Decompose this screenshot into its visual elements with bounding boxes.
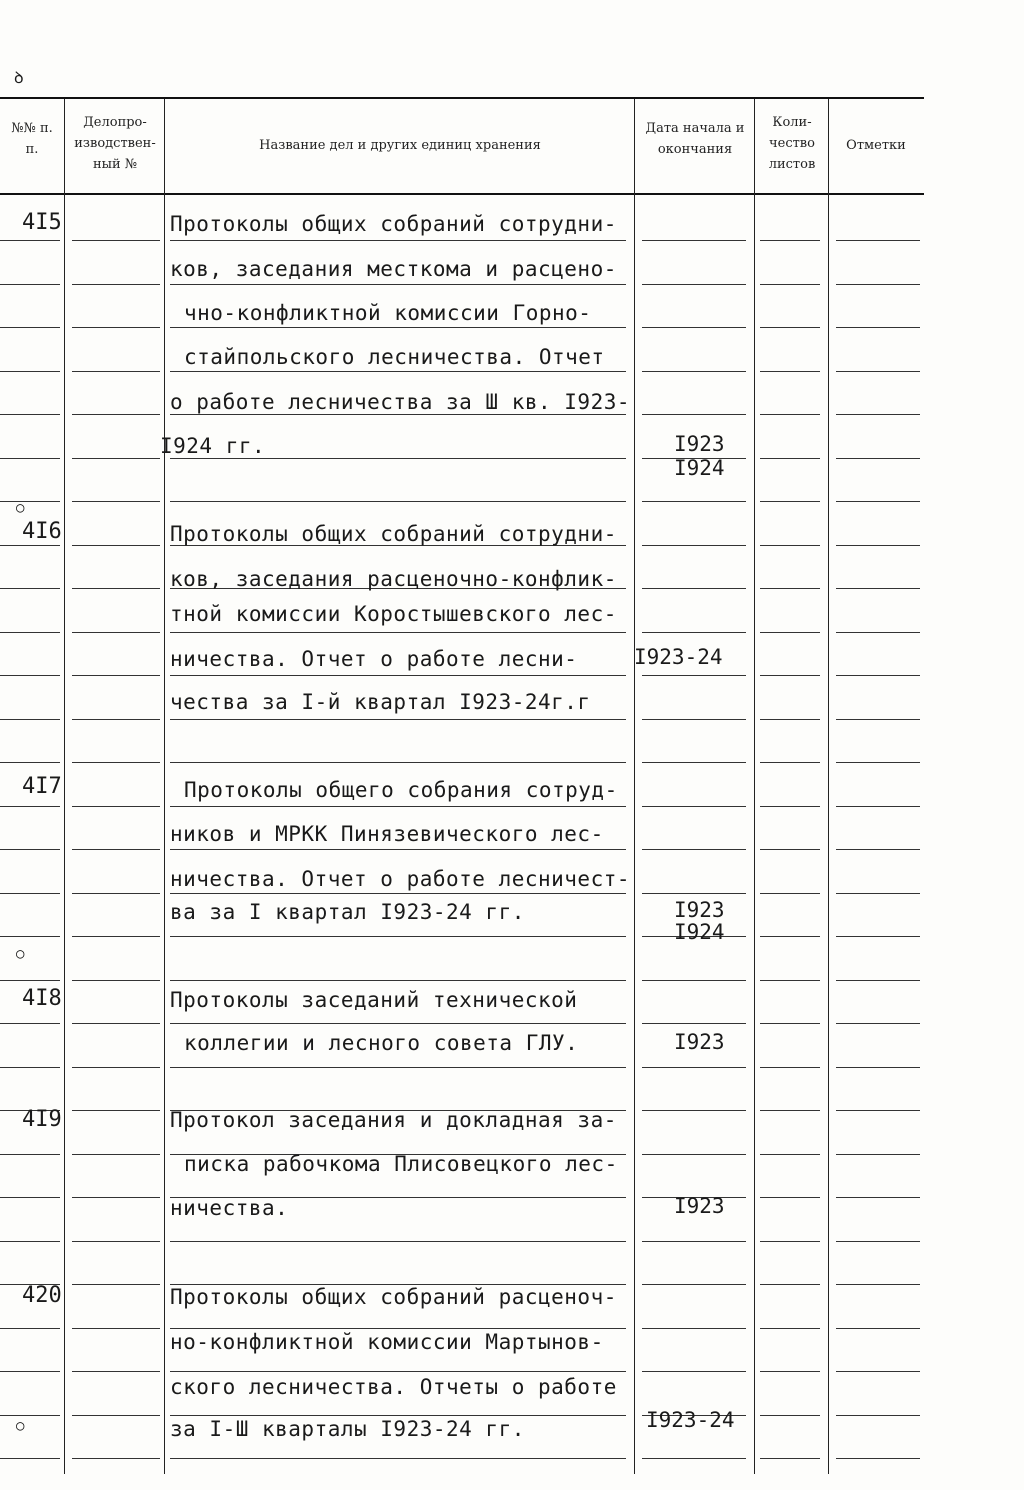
ruled-line: [170, 849, 626, 850]
ruled-line: [760, 762, 820, 763]
ruled-line: [72, 1415, 160, 1416]
header-col-office-no: Делопро- изводствен- ный №: [74, 115, 156, 172]
ruled-line: [836, 1154, 920, 1155]
entry-date-start: I923: [674, 898, 725, 922]
ruled-line: [760, 893, 820, 894]
ruled-line: [72, 545, 160, 546]
ruled-line: [72, 1023, 160, 1024]
header-col-sheets: Коли- чество листов: [768, 115, 816, 172]
ruled-line: [0, 1371, 60, 1372]
entry-number: 4I8: [22, 986, 62, 1011]
ruled-line: [72, 1197, 160, 1198]
entry-number: 4I5: [22, 210, 62, 235]
ruled-line: [0, 1328, 60, 1329]
entry-title-line: писка рабочкома Плисовецкого лес-: [184, 1152, 618, 1176]
ruled-line: [0, 719, 60, 720]
entry-date: I923-24: [646, 1408, 735, 1432]
ruled-line: [72, 632, 160, 633]
ruled-line: [836, 675, 920, 676]
entry-title-line: ничества. Отчет о работе лесни-: [170, 647, 578, 671]
ruled-line: [836, 414, 920, 415]
ruled-line: [836, 1067, 920, 1068]
ruled-line: [72, 806, 160, 807]
ruled-line: [170, 762, 626, 763]
ruled-line: [642, 675, 746, 676]
ruled-line: [836, 719, 920, 720]
ruled-line: [836, 240, 920, 241]
ruled-line: [0, 1023, 60, 1024]
ruled-line: [760, 1415, 820, 1416]
ruled-line: [72, 501, 160, 502]
ruled-line: [836, 1241, 920, 1242]
entry-number: 420: [22, 1283, 62, 1308]
ruled-line: [642, 719, 746, 720]
ruled-line: [170, 675, 626, 676]
ruled-line: [642, 1067, 746, 1068]
ruled-line: [760, 806, 820, 807]
ruled-line: [760, 675, 820, 676]
entry-number: 4I9: [22, 1107, 62, 1132]
ruled-line: [760, 545, 820, 546]
entry-title-line: ников и МРКК Пинязевического лес-: [170, 822, 604, 846]
entry-date: I923: [674, 1194, 725, 1218]
ruled-line: [836, 458, 920, 459]
ruled-line: [72, 762, 160, 763]
ruled-line: [836, 1371, 920, 1372]
entry-title-line: о работе лесничества за Ш кв. I923-: [170, 390, 631, 414]
entry-title-line: ничества. Отчет о работе лесничест-: [170, 867, 631, 891]
ruled-line: [836, 284, 920, 285]
entry-title-line: чно-конфликтной комиссии Горно-: [184, 301, 592, 325]
ruled-line: [72, 1284, 160, 1285]
ruled-line: [836, 1110, 920, 1111]
ruled-line: [836, 1284, 920, 1285]
ruled-line: [642, 1023, 746, 1024]
ruled-line: [0, 327, 60, 328]
ruled-line: [72, 1241, 160, 1242]
ruled-line: [72, 980, 160, 981]
ruled-line: [0, 1458, 60, 1459]
ruled-line: [836, 1415, 920, 1416]
ruled-line: [72, 936, 160, 937]
ruled-line: [170, 371, 626, 372]
ruled-line: [642, 545, 746, 546]
entry-title-line: тной комиссии Коростышевского лес-: [170, 602, 617, 626]
ruled-line: [760, 1067, 820, 1068]
entry-title-line: Протоколы общего собрания сотруд-: [184, 778, 618, 802]
ruled-line: [760, 849, 820, 850]
ruled-line: [836, 327, 920, 328]
ruled-line: [0, 632, 60, 633]
ruled-line: [760, 980, 820, 981]
ruled-line: [760, 1328, 820, 1329]
ruled-line: [642, 849, 746, 850]
ruled-line: [836, 806, 920, 807]
ruled-line: [642, 762, 746, 763]
ruled-line: [0, 588, 60, 589]
ruled-line: [760, 458, 820, 459]
entry-date-start: I923: [674, 432, 725, 456]
ruled-line: [72, 719, 160, 720]
header-top-rule: [0, 97, 924, 99]
header-col-dates: Дата начала и окончания: [645, 121, 745, 157]
ruled-line: [170, 1328, 626, 1329]
ruled-line: [836, 1197, 920, 1198]
ruled-line: [836, 936, 920, 937]
ruled-line: [0, 371, 60, 372]
ruled-line: [170, 284, 626, 285]
entry-title-line: за I-Ш кварталы I923-24 гг.: [170, 1417, 525, 1441]
entry-title-line: коллегии и лесного совета ГЛУ.: [184, 1031, 579, 1055]
ruled-line: [0, 284, 60, 285]
ruled-line: [760, 1458, 820, 1459]
ruled-line: [836, 588, 920, 589]
ruled-line: [642, 284, 746, 285]
ruled-line: [642, 632, 746, 633]
entry-title-line: Протоколы общих собраний расценоч-: [170, 1285, 617, 1309]
ruled-line: [642, 1458, 746, 1459]
ruled-line: [0, 1415, 60, 1416]
ruled-line: [760, 240, 820, 241]
ruled-line: [0, 980, 60, 981]
ruled-line: [836, 1458, 920, 1459]
entry-title-line: ков, заседания месткома и расцено-: [170, 257, 617, 281]
header-col-no: №№ п. п.: [11, 121, 53, 157]
ruled-line: [0, 1067, 60, 1068]
entry-title-line: чества за I-й квартал I923-24г.г: [170, 690, 591, 714]
ruled-line: [170, 458, 626, 459]
ruled-line: [642, 1154, 746, 1155]
ruled-line: [642, 806, 746, 807]
ruled-line: [760, 1284, 820, 1285]
ruled-line: [836, 849, 920, 850]
entry-title-line: стайпольского лесничества. Отчет: [184, 345, 605, 369]
ruled-line: [72, 1328, 160, 1329]
ruled-line: [170, 501, 626, 502]
ruled-line: [170, 980, 626, 981]
circle-mark-icon: ○: [16, 500, 25, 516]
entry-title-line: ского лесничества. Отчеты о работе: [170, 1375, 617, 1399]
ruled-line: [836, 371, 920, 372]
column-rule: [164, 99, 165, 1474]
ruled-line: [72, 371, 160, 372]
ruled-line: [0, 1241, 60, 1242]
ruled-line: [72, 675, 160, 676]
entry-title-line: ков, заседания расценочно-конфлик-: [170, 567, 617, 591]
entry-title-line: ва за I квартал I923-24 гг.: [170, 900, 525, 924]
ruled-line: [836, 545, 920, 546]
ruled-line: [642, 371, 746, 372]
ruled-line: [0, 936, 60, 937]
ruled-line: [760, 371, 820, 372]
ruled-line: [836, 980, 920, 981]
ruled-line: [642, 240, 746, 241]
ruled-line: [72, 240, 160, 241]
ruled-line: [760, 719, 820, 720]
ruled-line: [642, 1241, 746, 1242]
ruled-line: [836, 1328, 920, 1329]
header-col-notes: Отметки: [846, 138, 906, 153]
column-rule: [754, 99, 755, 1474]
ruled-line: [170, 893, 626, 894]
ruled-line: [836, 1023, 920, 1024]
ruled-line: [0, 1154, 60, 1155]
ruled-line: [642, 501, 746, 502]
ruled-line: [642, 1110, 746, 1111]
ruled-line: [72, 1458, 160, 1459]
entry-title-line: но-конфликтной комиссии Мартынов-: [170, 1330, 604, 1354]
ruled-line: [760, 936, 820, 937]
ruled-line: [0, 893, 60, 894]
circle-mark-icon: ○: [16, 1418, 25, 1434]
ruled-line: [170, 327, 626, 328]
ruled-line: [760, 588, 820, 589]
ruled-line: [170, 936, 626, 937]
ruled-line: [170, 1023, 626, 1024]
circle-mark-icon: ○: [16, 946, 25, 962]
ruled-line: [72, 414, 160, 415]
ruled-line: [642, 414, 746, 415]
ruled-line: [760, 1197, 820, 1198]
ruled-line: [0, 545, 60, 546]
entry-title-line: I924 гг.: [160, 434, 266, 458]
ruled-line: [836, 762, 920, 763]
entry-title-line: Протоколы общих собраний сотрудни-: [170, 522, 617, 546]
ruled-line: [72, 1067, 160, 1068]
ruled-line: [72, 1371, 160, 1372]
ruled-line: [642, 1371, 746, 1372]
entry-number: 4I7: [22, 774, 62, 799]
ruled-line: [0, 458, 60, 459]
ruled-line: [72, 1154, 160, 1155]
ruled-line: [0, 240, 60, 241]
entry-title-line: Протокол заседания и докладная за-: [170, 1108, 617, 1132]
ruled-line: [760, 327, 820, 328]
ruled-line: [170, 806, 626, 807]
entry-title-line: Протоколы заседаний технической: [170, 988, 578, 1012]
ruled-line: [0, 849, 60, 850]
entry-date: I923-24: [634, 645, 723, 669]
ruled-line: [642, 980, 746, 981]
ruled-line: [72, 588, 160, 589]
ruled-line: [642, 327, 746, 328]
ruled-line: [170, 240, 626, 241]
ruled-line: [72, 893, 160, 894]
ruled-line: [836, 501, 920, 502]
ruled-line: [72, 849, 160, 850]
ruled-line: [760, 1241, 820, 1242]
column-rule: [828, 99, 829, 1474]
ruled-line: [170, 632, 626, 633]
ruled-line: [760, 501, 820, 502]
entry-title-line: Протоколы общих собраний сотрудни-: [170, 212, 617, 236]
ruled-line: [0, 762, 60, 763]
entry-number: 4I6: [22, 519, 62, 544]
ruled-line: [0, 806, 60, 807]
ruled-line: [760, 414, 820, 415]
column-rule: [64, 99, 65, 1474]
header-bottom-rule: [0, 193, 924, 195]
ruled-line: [760, 1110, 820, 1111]
ruled-line: [0, 501, 60, 502]
entry-title-line: ничества.: [170, 1196, 289, 1220]
ruled-line: [72, 1110, 160, 1111]
ruled-line: [170, 1458, 626, 1459]
column-rule: [634, 99, 635, 1474]
ruled-line: [72, 458, 160, 459]
ruled-line: [642, 588, 746, 589]
ruled-line: [836, 632, 920, 633]
ruled-line: [72, 327, 160, 328]
ruled-line: [642, 893, 746, 894]
entry-date: I923: [674, 1030, 725, 1054]
ruled-line: [170, 719, 626, 720]
entry-date-end: I924: [674, 456, 725, 480]
ruled-line: [170, 1067, 626, 1068]
ruled-line: [170, 1371, 626, 1372]
ruled-line: [642, 1328, 746, 1329]
entry-date-end: I924: [674, 920, 725, 944]
ruled-line: [170, 1241, 626, 1242]
ruled-line: [760, 1371, 820, 1372]
ruled-line: [170, 1415, 626, 1416]
ruled-line: [0, 414, 60, 415]
header-col-title: Название дел и других единиц хранения: [259, 138, 541, 153]
ruled-line: [836, 893, 920, 894]
ruled-line: [170, 414, 626, 415]
ruled-line: [760, 632, 820, 633]
corner-mark-icon: ꝺ: [14, 68, 24, 87]
ruled-line: [72, 284, 160, 285]
ruled-line: [642, 1284, 746, 1285]
ruled-line: [0, 1197, 60, 1198]
ruled-line: [760, 1023, 820, 1024]
ruled-line: [760, 1154, 820, 1155]
ruled-line: [0, 675, 60, 676]
ruled-line: [760, 284, 820, 285]
